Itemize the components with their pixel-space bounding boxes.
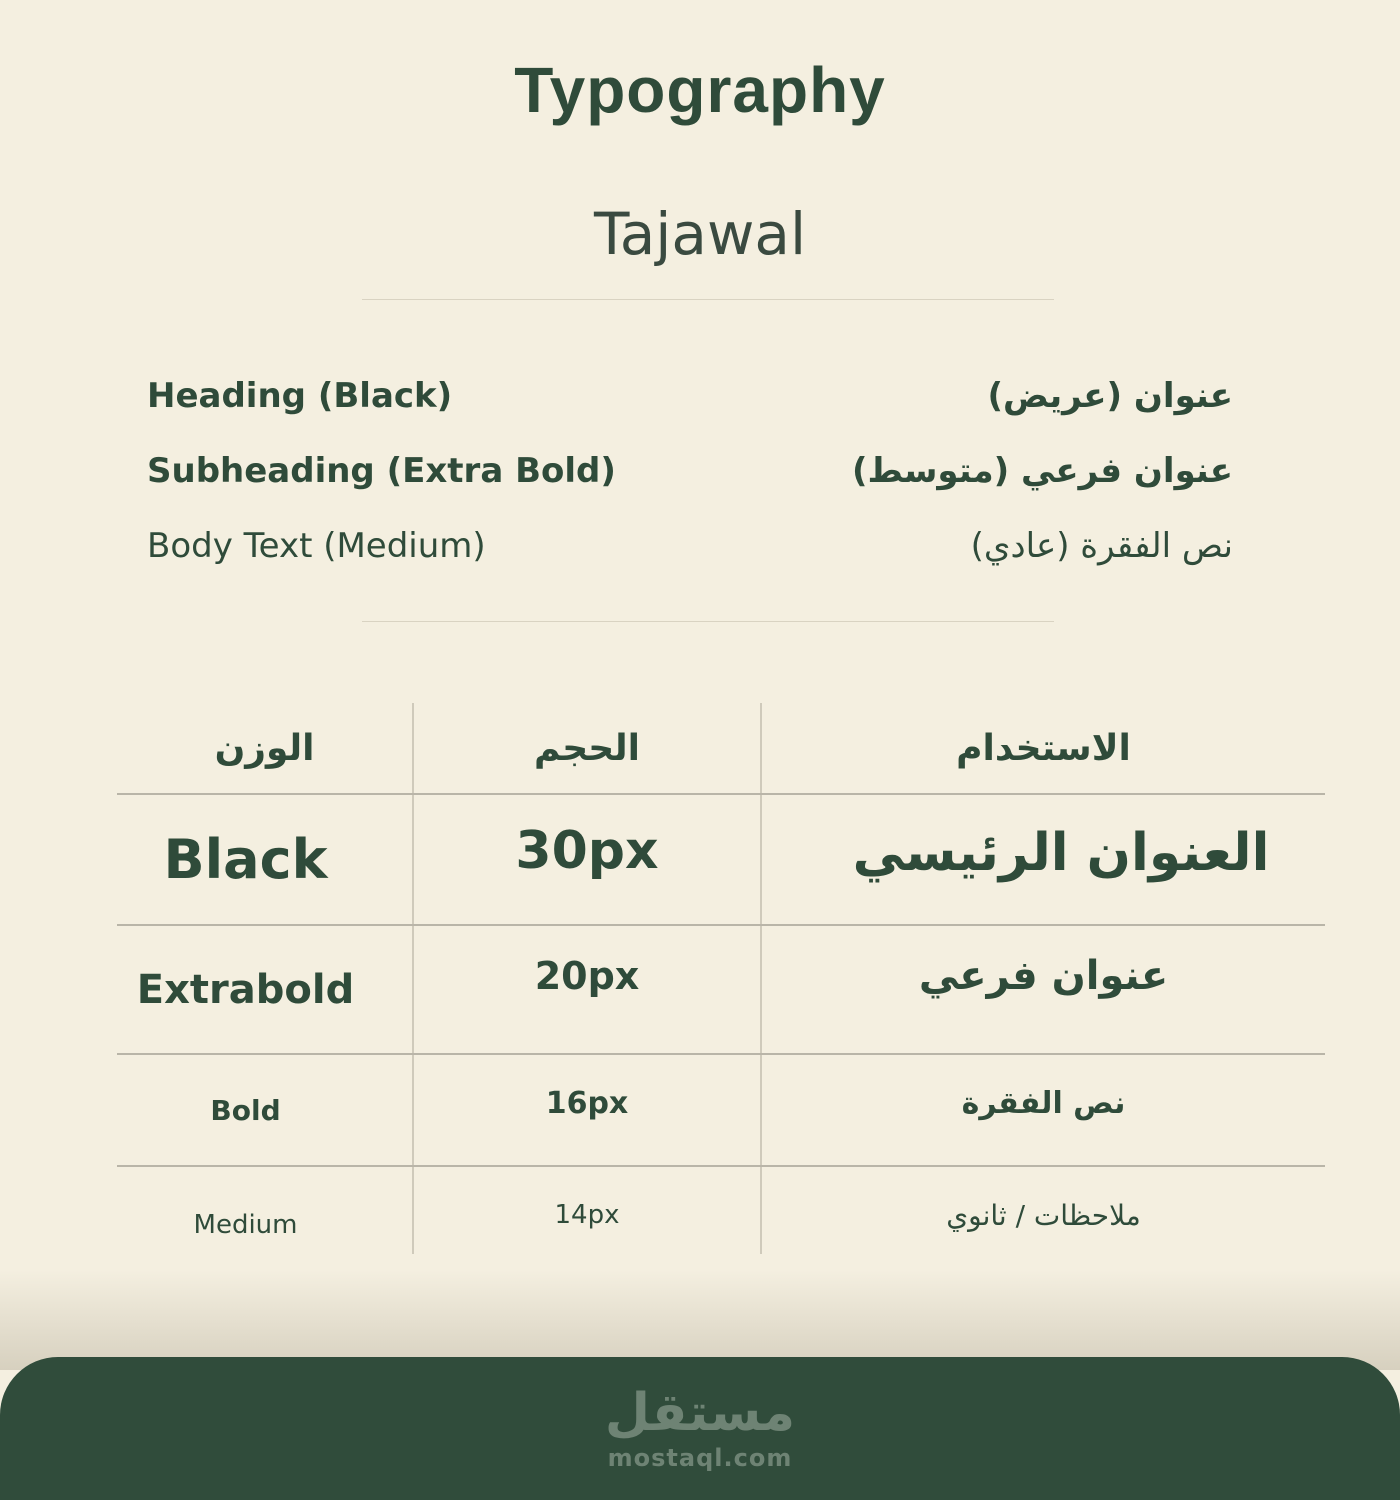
table-row-2-usage: عنوان فرعي <box>918 953 1169 999</box>
mostaql-logo: مستقل <box>604 1383 796 1443</box>
legend-body-ar: نص الفقرة (عادي) <box>970 526 1233 566</box>
footer-shadow <box>0 1270 1400 1370</box>
header-weight: الوزن <box>214 727 315 769</box>
typography-table <box>117 703 1325 1254</box>
legend-row-subheading <box>147 446 1233 496</box>
header-size: الحجم <box>534 727 640 769</box>
legend-heading-ar: عنوان (عريض) <box>987 376 1233 416</box>
table-row-4-weight: Medium <box>193 1210 298 1240</box>
table-row-3-size: 16px <box>545 1085 629 1121</box>
legend-row-heading <box>147 371 1233 421</box>
table-row-4-usage: ملاحظات / ثانوي <box>946 1198 1141 1232</box>
table-row-2-size: 20px <box>534 954 640 998</box>
table-row-3-weight: Bold <box>210 1093 281 1127</box>
font-name: Tajawal <box>593 200 807 268</box>
mostaql-url: mostaql.com <box>607 1444 793 1472</box>
table-row-2-weight: Extrabold <box>136 966 355 1013</box>
table-row-1-usage: العنوان الرئيسي <box>852 823 1270 883</box>
legend-subheading-en: Subheading (Extra Bold) <box>147 451 616 491</box>
divider-top <box>362 299 1054 300</box>
header-usage: الاستخدام <box>956 727 1131 769</box>
legend-body-en: Body Text (Medium) <box>147 526 486 566</box>
legend-subheading-ar: عنوان فرعي (متوسط) <box>852 451 1233 491</box>
table-row-1-weight: Black <box>163 828 328 891</box>
table-row-3-usage: نص الفقرة <box>961 1085 1126 1121</box>
table-row-1-size: 30px <box>515 821 659 881</box>
table-row-4-size: 14px <box>554 1200 620 1230</box>
footer-bar <box>0 1357 1400 1500</box>
legend-heading-en: Heading (Black) <box>147 376 453 416</box>
row-divider-4 <box>117 1165 1325 1167</box>
legend-row-body <box>147 521 1233 571</box>
page-title: Typography <box>514 54 886 126</box>
divider-middle <box>362 621 1054 622</box>
